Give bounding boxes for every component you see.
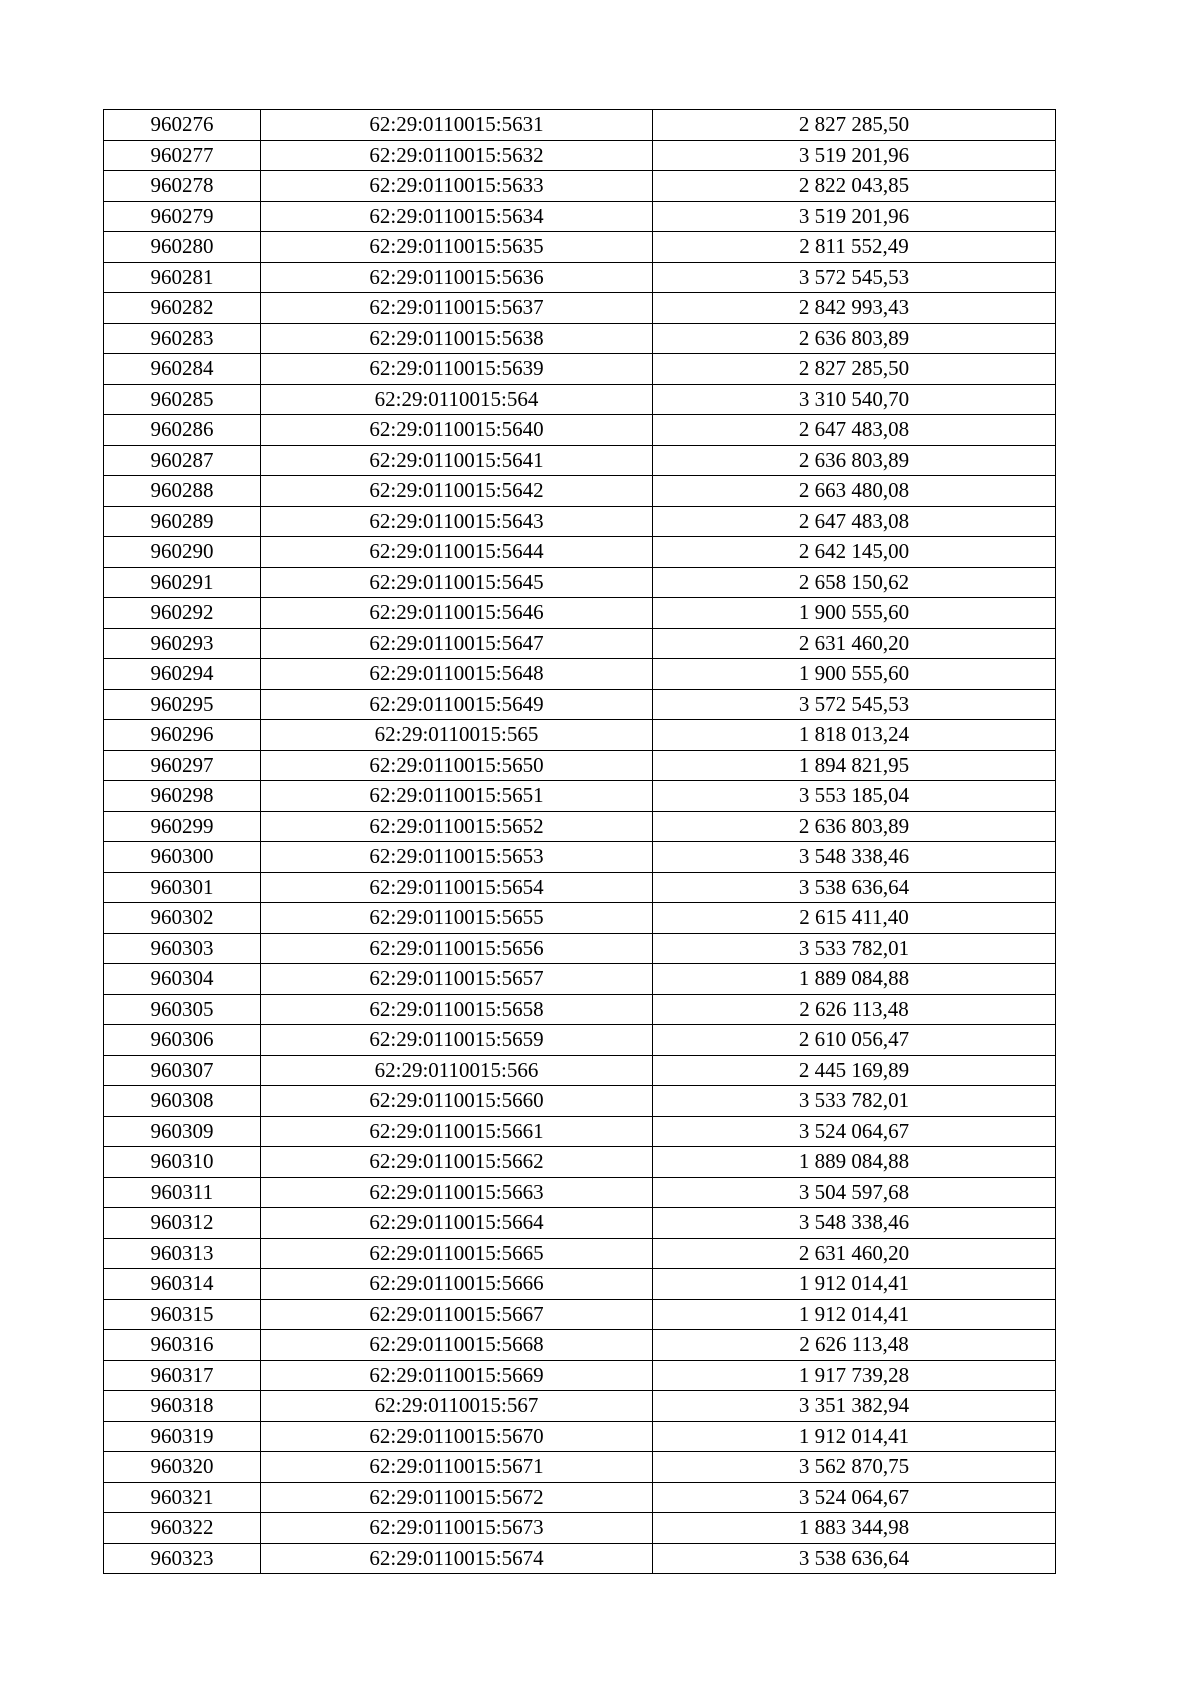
row-number-cell: 960313: [104, 1238, 261, 1269]
cadastral-number-cell: 62:29:0110015:5655: [261, 903, 653, 934]
table-row: [104, 1452, 1056, 1483]
cadastral-value-cell: 1 900 555,60: [653, 598, 1056, 629]
table-row: [104, 933, 1056, 964]
cadastral-value-cell: 1 883 344,98: [653, 1513, 1056, 1544]
cadastral-number-cell: 62:29:0110015:5643: [261, 506, 653, 537]
row-number-cell: 960304: [104, 964, 261, 995]
cadastral-number-cell: 62:29:0110015:5640: [261, 415, 653, 446]
cadastral-number-cell: 62:29:0110015:5673: [261, 1513, 653, 1544]
cadastral-number-cell: 62:29:0110015:5671: [261, 1452, 653, 1483]
cadastral-value-cell: 2 626 113,48: [653, 994, 1056, 1025]
cadastral-value-cell: 1 894 821,95: [653, 750, 1056, 781]
row-number-cell: 960286: [104, 415, 261, 446]
table-row: [104, 1116, 1056, 1147]
cadastral-number-cell: 62:29:0110015:5667: [261, 1299, 653, 1330]
cadastral-number-cell: 62:29:0110015:5657: [261, 964, 653, 995]
row-number-cell: 960312: [104, 1208, 261, 1239]
cadastral-number-cell: 62:29:0110015:5635: [261, 232, 653, 263]
cadastral-number-cell: 62:29:0110015:5641: [261, 445, 653, 476]
table-row: [104, 1269, 1056, 1300]
row-number-cell: 960300: [104, 842, 261, 873]
table-row: [104, 598, 1056, 629]
row-number-cell: 960321: [104, 1482, 261, 1513]
table-row: [104, 781, 1056, 812]
cadastral-number-cell: 62:29:0110015:5652: [261, 811, 653, 842]
table-row: [104, 354, 1056, 385]
cadastral-number-cell: 62:29:0110015:5632: [261, 140, 653, 171]
table-row: [104, 872, 1056, 903]
row-number-cell: 960317: [104, 1360, 261, 1391]
cadastral-value-cell: 2 827 285,50: [653, 110, 1056, 141]
cadastral-value-cell: 2 636 803,89: [653, 811, 1056, 842]
table-row: [104, 1177, 1056, 1208]
row-number-cell: 960305: [104, 994, 261, 1025]
table-row: [104, 720, 1056, 751]
cadastral-value-cell: 2 626 113,48: [653, 1330, 1056, 1361]
cadastral-number-cell: 62:29:0110015:5662: [261, 1147, 653, 1178]
cadastral-number-cell: 62:29:0110015:5651: [261, 781, 653, 812]
table-row: [104, 293, 1056, 324]
cadastral-value-cell: 1 917 739,28: [653, 1360, 1056, 1391]
table-row: [104, 201, 1056, 232]
cadastral-value-cell: 1 889 084,88: [653, 964, 1056, 995]
table-row: [104, 537, 1056, 568]
cadastral-number-cell: 62:29:0110015:5637: [261, 293, 653, 324]
cadastral-value-cell: 3 562 870,75: [653, 1452, 1056, 1483]
cadastral-number-cell: 62:29:0110015:5663: [261, 1177, 653, 1208]
row-number-cell: 960308: [104, 1086, 261, 1117]
cadastral-value-table: [103, 109, 1056, 1574]
cadastral-number-cell: 62:29:0110015:564: [261, 384, 653, 415]
row-number-cell: 960278: [104, 171, 261, 202]
row-number-cell: 960320: [104, 1452, 261, 1483]
row-number-cell: 960281: [104, 262, 261, 293]
cadastral-value-cell: 2 631 460,20: [653, 1238, 1056, 1269]
cadastral-value-cell: 2 615 411,40: [653, 903, 1056, 934]
table-row: [104, 140, 1056, 171]
cadastral-number-cell: 62:29:0110015:5636: [261, 262, 653, 293]
cadastral-value-cell: 2 827 285,50: [653, 354, 1056, 385]
table-body: [104, 110, 1056, 1574]
cadastral-value-cell: 3 538 636,64: [653, 872, 1056, 903]
cadastral-value-cell: 3 504 597,68: [653, 1177, 1056, 1208]
cadastral-number-cell: 62:29:0110015:565: [261, 720, 653, 751]
cadastral-value-cell: 3 310 540,70: [653, 384, 1056, 415]
cadastral-value-cell: 2 663 480,08: [653, 476, 1056, 507]
cadastral-value-cell: 2 636 803,89: [653, 323, 1056, 354]
table-row: [104, 1421, 1056, 1452]
cadastral-value-cell: 3 548 338,46: [653, 1208, 1056, 1239]
table-row: [104, 1391, 1056, 1422]
row-number-cell: 960287: [104, 445, 261, 476]
row-number-cell: 960309: [104, 1116, 261, 1147]
cadastral-value-cell: 3 572 545,53: [653, 689, 1056, 720]
cadastral-number-cell: 62:29:0110015:5660: [261, 1086, 653, 1117]
row-number-cell: 960319: [104, 1421, 261, 1452]
cadastral-value-cell: 1 912 014,41: [653, 1299, 1056, 1330]
row-number-cell: 960322: [104, 1513, 261, 1544]
row-number-cell: 960295: [104, 689, 261, 720]
cadastral-number-cell: 62:29:0110015:5639: [261, 354, 653, 385]
cadastral-value-cell: 1 889 084,88: [653, 1147, 1056, 1178]
cadastral-value-cell: 3 524 064,67: [653, 1482, 1056, 1513]
table-row: [104, 964, 1056, 995]
table-row: [104, 415, 1056, 446]
row-number-cell: 960298: [104, 781, 261, 812]
cadastral-number-cell: 62:29:0110015:5670: [261, 1421, 653, 1452]
row-number-cell: 960302: [104, 903, 261, 934]
row-number-cell: 960318: [104, 1391, 261, 1422]
cadastral-value-cell: 2 811 552,49: [653, 232, 1056, 263]
cadastral-number-cell: 62:29:0110015:5642: [261, 476, 653, 507]
row-number-cell: 960296: [104, 720, 261, 751]
cadastral-value-cell: 3 519 201,96: [653, 201, 1056, 232]
row-number-cell: 960282: [104, 293, 261, 324]
cadastral-number-cell: 62:29:0110015:5656: [261, 933, 653, 964]
cadastral-value-cell: 2 842 993,43: [653, 293, 1056, 324]
cadastral-number-cell: 62:29:0110015:566: [261, 1055, 653, 1086]
row-number-cell: 960323: [104, 1543, 261, 1574]
row-number-cell: 960307: [104, 1055, 261, 1086]
cadastral-number-cell: 62:29:0110015:5631: [261, 110, 653, 141]
cadastral-number-cell: 62:29:0110015:5653: [261, 842, 653, 873]
cadastral-value-cell: 2 631 460,20: [653, 628, 1056, 659]
row-number-cell: 960316: [104, 1330, 261, 1361]
cadastral-value-cell: 1 912 014,41: [653, 1269, 1056, 1300]
row-number-cell: 960303: [104, 933, 261, 964]
row-number-cell: 960288: [104, 476, 261, 507]
table-row: [104, 659, 1056, 690]
row-number-cell: 960299: [104, 811, 261, 842]
cadastral-value-cell: 1 818 013,24: [653, 720, 1056, 751]
table-row: [104, 384, 1056, 415]
table-row: [104, 1208, 1056, 1239]
table-row: [104, 232, 1056, 263]
table-row: [104, 842, 1056, 873]
cadastral-value-cell: 2 642 145,00: [653, 537, 1056, 568]
cadastral-number-cell: 62:29:0110015:5649: [261, 689, 653, 720]
table-row: [104, 1025, 1056, 1056]
cadastral-value-cell: 2 822 043,85: [653, 171, 1056, 202]
cadastral-value-cell: 1 912 014,41: [653, 1421, 1056, 1452]
row-number-cell: 960306: [104, 1025, 261, 1056]
table-row: [104, 628, 1056, 659]
cadastral-value-cell: 3 538 636,64: [653, 1543, 1056, 1574]
table-row: [104, 1238, 1056, 1269]
cadastral-number-cell: 62:29:0110015:5666: [261, 1269, 653, 1300]
table-row: [104, 567, 1056, 598]
row-number-cell: 960314: [104, 1269, 261, 1300]
cadastral-number-cell: 62:29:0110015:5658: [261, 994, 653, 1025]
table-row: [104, 1055, 1056, 1086]
cadastral-value-cell: 1 900 555,60: [653, 659, 1056, 690]
row-number-cell: 960315: [104, 1299, 261, 1330]
cadastral-number-cell: 62:29:0110015:5654: [261, 872, 653, 903]
row-number-cell: 960310: [104, 1147, 261, 1178]
cadastral-number-cell: 62:29:0110015:5644: [261, 537, 653, 568]
row-number-cell: 960276: [104, 110, 261, 141]
row-number-cell: 960279: [104, 201, 261, 232]
cadastral-value-cell: 3 519 201,96: [653, 140, 1056, 171]
cadastral-value-cell: 3 548 338,46: [653, 842, 1056, 873]
cadastral-number-cell: 62:29:0110015:5645: [261, 567, 653, 598]
cadastral-value-cell: 2 658 150,62: [653, 567, 1056, 598]
cadastral-value-cell: 2 647 483,08: [653, 506, 1056, 537]
table-row: [104, 171, 1056, 202]
cadastral-value-cell: 2 647 483,08: [653, 415, 1056, 446]
table-row: [104, 1086, 1056, 1117]
table-row: [104, 1543, 1056, 1574]
row-number-cell: 960311: [104, 1177, 261, 1208]
table-row: [104, 1330, 1056, 1361]
cadastral-value-cell: 2 636 803,89: [653, 445, 1056, 476]
table-row: [104, 323, 1056, 354]
cadastral-number-cell: 62:29:0110015:5647: [261, 628, 653, 659]
cadastral-value-cell: 3 533 782,01: [653, 933, 1056, 964]
table-row: [104, 476, 1056, 507]
cadastral-number-cell: 62:29:0110015:5659: [261, 1025, 653, 1056]
cadastral-number-cell: 62:29:0110015:5633: [261, 171, 653, 202]
table-row: [104, 110, 1056, 141]
cadastral-number-cell: 62:29:0110015:5661: [261, 1116, 653, 1147]
cadastral-number-cell: 62:29:0110015:5669: [261, 1360, 653, 1391]
row-number-cell: 960277: [104, 140, 261, 171]
cadastral-number-cell: 62:29:0110015:5648: [261, 659, 653, 690]
row-number-cell: 960293: [104, 628, 261, 659]
cadastral-value-cell: 3 524 064,67: [653, 1116, 1056, 1147]
table-row: [104, 1482, 1056, 1513]
table-row: [104, 1360, 1056, 1391]
cadastral-value-cell: 3 553 185,04: [653, 781, 1056, 812]
cadastral-value-cell: 3 533 782,01: [653, 1086, 1056, 1117]
row-number-cell: 960284: [104, 354, 261, 385]
cadastral-value-cell: 2 610 056,47: [653, 1025, 1056, 1056]
row-number-cell: 960290: [104, 537, 261, 568]
cadastral-number-cell: 62:29:0110015:5650: [261, 750, 653, 781]
table-row: [104, 689, 1056, 720]
cadastral-value-cell: 3 572 545,53: [653, 262, 1056, 293]
cadastral-number-cell: 62:29:0110015:5638: [261, 323, 653, 354]
table-row: [104, 1299, 1056, 1330]
cadastral-number-cell: 62:29:0110015:5674: [261, 1543, 653, 1574]
table-row: [104, 445, 1056, 476]
row-number-cell: 960280: [104, 232, 261, 263]
cadastral-number-cell: 62:29:0110015:567: [261, 1391, 653, 1422]
table-row: [104, 750, 1056, 781]
cadastral-value-cell: 2 445 169,89: [653, 1055, 1056, 1086]
row-number-cell: 960297: [104, 750, 261, 781]
table-row: [104, 1513, 1056, 1544]
cadastral-number-cell: 62:29:0110015:5646: [261, 598, 653, 629]
row-number-cell: 960292: [104, 598, 261, 629]
table-row: [104, 1147, 1056, 1178]
table-row: [104, 994, 1056, 1025]
cadastral-number-cell: 62:29:0110015:5664: [261, 1208, 653, 1239]
row-number-cell: 960285: [104, 384, 261, 415]
table-row: [104, 506, 1056, 537]
row-number-cell: 960294: [104, 659, 261, 690]
cadastral-number-cell: 62:29:0110015:5634: [261, 201, 653, 232]
cadastral-number-cell: 62:29:0110015:5672: [261, 1482, 653, 1513]
table-row: [104, 811, 1056, 842]
row-number-cell: 960291: [104, 567, 261, 598]
cadastral-number-cell: 62:29:0110015:5665: [261, 1238, 653, 1269]
cadastral-number-cell: 62:29:0110015:5668: [261, 1330, 653, 1361]
table-row: [104, 262, 1056, 293]
cadastral-value-cell: 3 351 382,94: [653, 1391, 1056, 1422]
table-row: [104, 903, 1056, 934]
row-number-cell: 960289: [104, 506, 261, 537]
row-number-cell: 960301: [104, 872, 261, 903]
row-number-cell: 960283: [104, 323, 261, 354]
